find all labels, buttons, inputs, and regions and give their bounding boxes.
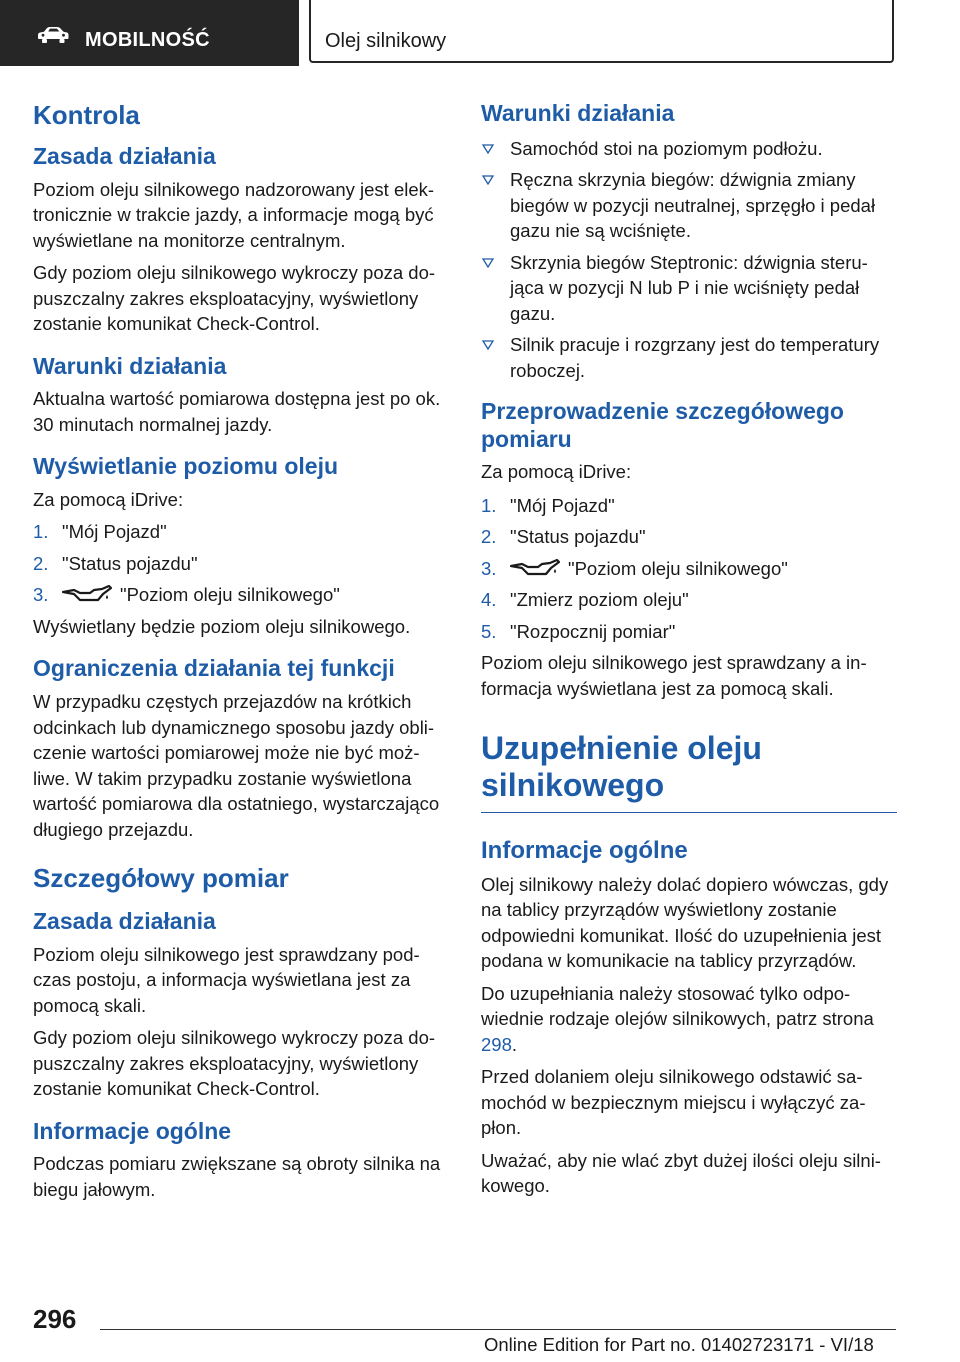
heading-warunki-dzialania: Warunki działania xyxy=(33,352,227,379)
edition-text: Online Edition for Part no. 01402723171 - VI/18 xyxy=(484,1334,874,1355)
list-item: 2. "Status pojazdu" xyxy=(33,552,198,574)
heading-wyswietlanie-poziomu: Wyświetlanie poziomu oleju xyxy=(33,453,339,480)
paragraph: Uważać, aby nie wlać zbyt dużej ilości oleju silni-kowego. xyxy=(481,1149,881,1197)
list-item: 5. "Rozpocznij pomiar" xyxy=(481,620,676,642)
section-label: MOBILNOŚĆ xyxy=(85,29,210,51)
list-item: Silnik pracuje i rozgrzany jest do temperatury roboczej. xyxy=(481,332,897,383)
paragraph: Gdy poziom oleju silnikowego wykroczy poza do-puszczalny zakres eksploatacyjny, wyświetlony zostanie komunikat Check-Control. xyxy=(33,262,436,335)
list-item: 1. "Mój Pojazd" xyxy=(481,494,615,516)
heading-warunki-dzialania-2: Warunki działania xyxy=(481,100,675,126)
page-reference-link[interactable]: 298 xyxy=(481,1033,512,1055)
heading-przeprowadzenie-pomiaru: Przeprowadzenie szczegółowego pomiaru xyxy=(481,398,844,452)
list-item: 4. "Zmierz poziom oleju" xyxy=(481,589,689,611)
paragraph: Za pomocą iDrive: xyxy=(481,461,632,483)
right-column xyxy=(481,100,897,1206)
paragraph: Olej silnikowy należy dolać dopiero wówczas, gdy na tablicy przyrządów wyświetlony zostanie odpowiedni komunikat. Ilość do uzupełnienia jest podana w komunikacie na tablicy przyrządów. xyxy=(481,873,889,972)
triangle-bullet-icon xyxy=(482,340,494,350)
section-divider xyxy=(481,812,897,813)
list-item: 2. "Status pojazdu" xyxy=(481,526,646,548)
list-item: 1. "Mój Pojazd" xyxy=(33,521,167,543)
triangle-bullet-icon xyxy=(482,144,494,154)
triangle-bullet-icon xyxy=(482,175,494,185)
chapter-title: Olej silnikowy xyxy=(325,30,447,52)
footer-divider xyxy=(100,1329,896,1330)
paragraph: Poziom oleju silnikowego jest sprawdzany a in-formacja wyświetlana jest za pomocą skali. xyxy=(481,652,867,699)
paragraph: W przypadku częstych przejazdów na krótkich odcinkach lub dynamicznego sposobu jazdy obli-czenie wartości pomiarowej może nie być moż-liwe. W takim przypadku zostanie wyświetlona wartość pomiarowa dla ostatniego, wystarczająco długiego przejazdu. xyxy=(33,691,440,840)
paragraph: Do uzupełniania należy stosować tylko odpo-wiednie rodzaje olejów silnikowych, patrz strona 298. xyxy=(481,982,874,1055)
paragraph: Poziom oleju silnikowego jest sprawdzany pod-czas postoju, a informacja wyświetlana jest za pomocą skali. xyxy=(33,943,420,1016)
paragraph: Aktualna wartość pomiarowa dostępna jest po ok. 30 minutach normalnej jazdy. xyxy=(33,388,441,435)
page-number: 296 xyxy=(33,1304,77,1334)
heading-informacje-ogolne-2: Informacje ogólne xyxy=(481,836,688,864)
bullet-list xyxy=(481,136,897,384)
heading-ograniczenia: Ograniczenia działania tej funkcji xyxy=(33,655,395,682)
left-column xyxy=(33,100,449,1209)
paragraph: Poziom oleju silnikowego nadzorowany jest elek-tronicznie w trakcie jazdy, a informacje mogą być wyświetlane na monitorze centralnym. xyxy=(33,178,435,251)
numbered-list xyxy=(33,519,449,608)
heading-zasada-dzialania: Zasada działania xyxy=(33,143,216,170)
paragraph: Przed dolaniem oleju silnikowego odstawić sa-mochód w bezpiecznym miejscu i wyłączyć za-płon. xyxy=(481,1066,866,1139)
numbered-list xyxy=(481,493,897,645)
list-item: Samochód stoi na poziomym podłożu. xyxy=(481,136,897,162)
list-item: 3. "Poziom oleju silnikowego" xyxy=(481,557,788,579)
car-icon xyxy=(36,26,70,44)
oil-can-icon xyxy=(62,585,112,603)
heading-kontrola: Kontrola xyxy=(33,100,140,130)
paragraph: Podczas pomiaru zwiększane są obroty silnika na biegu jałowym. xyxy=(33,1153,441,1200)
heading-zasada-dzialania-2: Zasada działania xyxy=(33,908,216,935)
triangle-bullet-icon xyxy=(482,258,494,268)
list-item: Skrzynia biegów Steptronic: dźwignia steru-jąca w pozycji N lub P i nie wciśnięty pedał gazu. xyxy=(481,250,897,327)
list-item: Ręczna skrzynia biegów: dźwignia zmiany biegów w pozycji neutralnej, sprzęgło i pedał gazu nie są wciśnięte. xyxy=(481,167,897,244)
page-footer xyxy=(0,1300,960,1362)
list-item: 3. "Poziom oleju silnikowego" xyxy=(33,584,340,606)
page-header xyxy=(0,0,960,66)
paragraph: Gdy poziom oleju silnikowego wykroczy poza do-puszczalny zakres eksploatacyjny, wyświetlony zostanie komunikat Check-Control. xyxy=(33,1027,436,1100)
paragraph: Wyświetlany będzie poziom oleju silnikowego. xyxy=(33,615,411,637)
oil-can-icon xyxy=(510,559,560,577)
chapter-tab xyxy=(309,0,894,63)
paragraph: Za pomocą iDrive: xyxy=(33,488,184,510)
section-tab xyxy=(0,0,299,66)
heading-informacje-ogolne: Informacje ogólne xyxy=(33,1117,232,1144)
heading-szczegolowy-pomiar: Szczegółowy pomiar xyxy=(33,863,289,894)
heading-uzupelnienie-oleju: Uzupełnienie oleju silnikowego xyxy=(481,730,762,804)
